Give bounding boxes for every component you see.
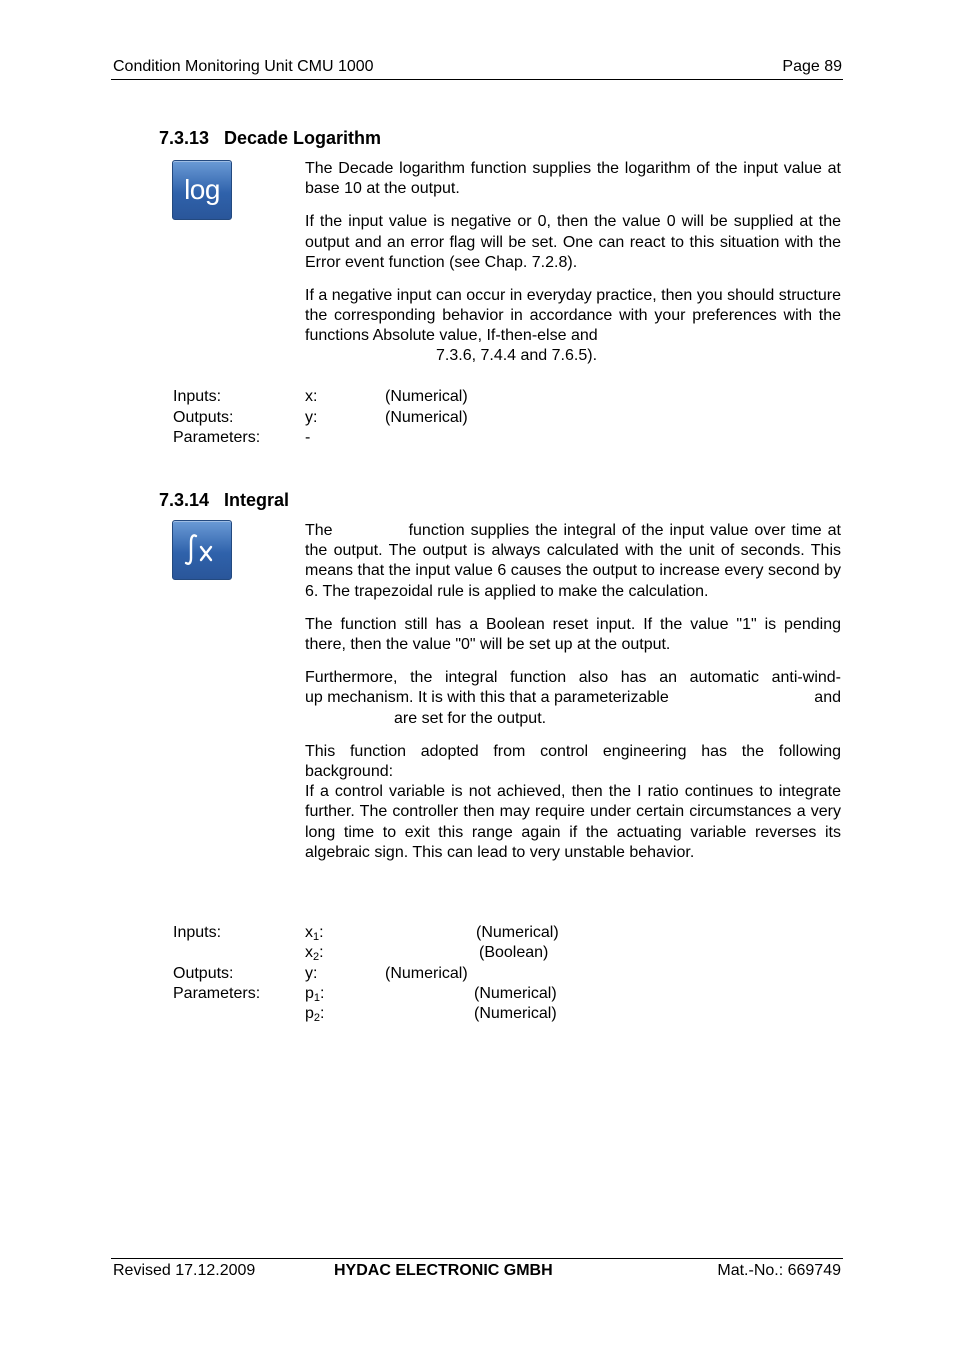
- paragraph-lead: The: [305, 522, 333, 539]
- outputs-label: Outputs:: [173, 965, 234, 982]
- outputs-label: Outputs:: [173, 409, 234, 426]
- footer-material-number: Mat.-No.: 669749: [717, 1262, 841, 1279]
- log-icon: [172, 160, 232, 220]
- paragraph: If the input value is negative or 0, then the value 0 will be supplied at the output and an error flag will be set. One can react to this situation with the Error event function (see Chap. 7.2.8).: [305, 213, 841, 271]
- log-icon-label: log: [184, 174, 220, 205]
- section-number: 7.3.13: [159, 128, 210, 148]
- paragraph: This function adopted from control engineering has the following background:: [305, 742, 841, 781]
- footer-revised: Revised 17.12.2009: [113, 1262, 256, 1279]
- header-divider: [111, 79, 843, 80]
- header-title: Condition Monitoring Unit CMU 1000: [113, 58, 374, 75]
- integral-icon: [172, 520, 232, 580]
- output-variable: y:: [305, 409, 318, 426]
- integral-symbol: [180, 530, 224, 570]
- input-x2: $x_2$:: [305, 944, 324, 963]
- input-x2-type: (Boolean): [479, 944, 549, 961]
- parameters-label: Parameters:: [173, 429, 261, 446]
- input-type: (Numerical): [385, 388, 468, 405]
- section1-body: [305, 159, 841, 347]
- section-title: Integral: [224, 490, 290, 510]
- output-y: y:: [305, 965, 318, 982]
- chapter-references: 7.3.6, 7.4.4 and 7.6.5).: [436, 347, 598, 364]
- section-number: 7.3.14: [159, 490, 210, 510]
- footer-divider: [111, 1258, 843, 1259]
- line: [305, 688, 841, 708]
- parameters-label: Parameters:: [173, 985, 261, 1002]
- line: are set for the output.: [394, 709, 547, 727]
- parameters-value: -: [305, 429, 311, 446]
- input-x1-type: (Numerical): [476, 924, 559, 941]
- page-number: Page 89: [782, 58, 842, 75]
- parameter-p2-type: (Numerical): [474, 1005, 557, 1022]
- parameter-p1-type: (Numerical): [474, 985, 557, 1002]
- output-type: (Numerical): [385, 409, 468, 426]
- paragraph-integral-intro: [305, 521, 841, 602]
- paragraph: The function still has a Boolean reset input. If the value "1" is pending there, then the value "0" will be set up at the output.: [305, 615, 841, 654]
- footer-company: HYDAC ELECTRONIC GMBH: [334, 1262, 553, 1279]
- paragraph-anti-windup: [305, 668, 841, 729]
- paragraph-rest: function supplies the integral of the input value over time at the output. The output is always calculated with the unit of seconds. This means that the input value 6 causes the output to increase every second by 6. The trapezoidal rule is applied to make the calculation.: [305, 522, 841, 600]
- paragraph: If a control variable is not achieved, then the I ratio continues to integrate further. The controller then may require under certain circumstances a very long time to exit this range again if the actuating variable reverses its algebraic sign. This can lead to very unstable behavior.: [305, 783, 841, 861]
- section-title: Decade Logarithm: [224, 128, 382, 148]
- section-heading-integral: [159, 490, 289, 511]
- line-part: and: [814, 689, 841, 707]
- input-variable: x:: [305, 388, 318, 405]
- inputs-label: Inputs:: [173, 924, 222, 941]
- output-y-type: (Numerical): [385, 965, 468, 982]
- inputs-label: Inputs:: [173, 388, 222, 405]
- paragraph: If a negative input can occur in everyday practice, then you should structure the corresponding behavior in accordance with your preferences with the functions Absolute value, If-then-else and: [305, 287, 841, 345]
- line-part: up mechanism. It is with this that a parameterizable: [305, 689, 669, 707]
- section2-body: [305, 521, 841, 876]
- section-heading-decade-logarithm: [159, 128, 381, 149]
- paragraph: The Decade logarithm function supplies the logarithm of the input value at base 10 at the output.: [305, 160, 841, 198]
- parameter-p2: $p_2$:: [305, 1005, 325, 1024]
- parameter-p1: $p_1$:: [305, 985, 325, 1004]
- input-x1: $x_1$:: [305, 924, 324, 943]
- line: Furthermore, the integral function also has an automatic anti-wind-: [305, 669, 841, 687]
